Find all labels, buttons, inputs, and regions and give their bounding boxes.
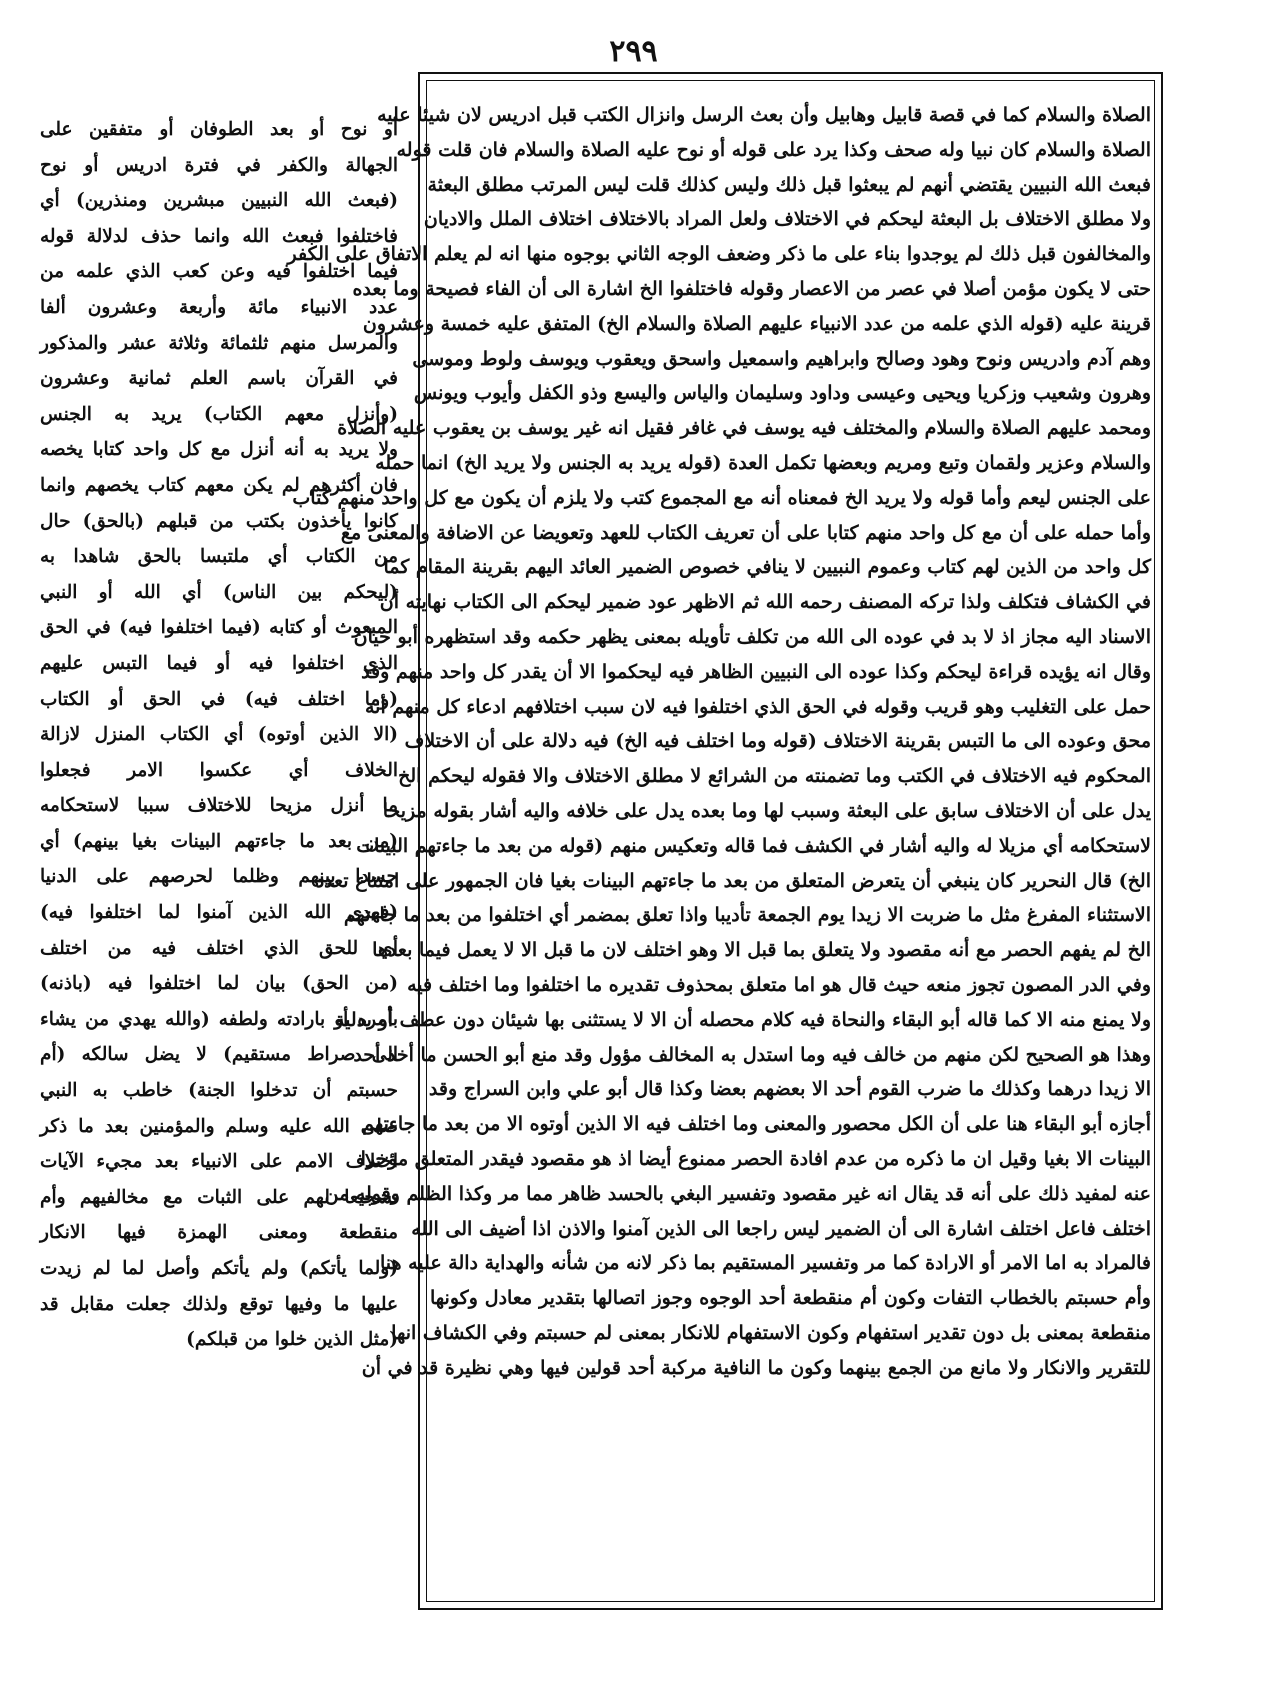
- main-text-line: وقال انه يؤيده قراءة ليحكم وكذا عوده الى النبيين الظاهر فيه ليحكموا الا أن يقدر كل واحد منهم وقد: [361, 660, 1151, 683]
- margin-text-line: منقطعة ومعنى الهمزة فيها الانكار: [40, 1222, 398, 1244]
- margin-text-line: فيما اختلفوا فيه وعن كعب الذي علمه من: [40, 261, 398, 283]
- margin-text-line: حسدا بينهم وظلما لحرصهم على الدنيا: [40, 866, 398, 888]
- page-number: ٢٩٩: [609, 34, 658, 69]
- main-text-line: كل واحد من الذين لهم كتاب وعموم النبيين لا ينافي خصوص الضمير العائد اليهم بقرينة المقام كما: [383, 556, 1151, 579]
- main-text-line: وهرون وشعيب وزكريا ويحيى وعيسى وداود وسليمان والياس واليسع وذو الكفل وأيوب ويونس: [413, 382, 1151, 405]
- margin-text-line: بأمره أو بارادته ولطفه (والله يهدي من يشاء: [40, 1008, 398, 1030]
- margin-text-line: (مثل الذين خلوا من قبلكم): [186, 1329, 398, 1351]
- margin-text-line: أي للحق الذي اختلف فيه من اختلف: [40, 937, 398, 959]
- main-text-line: وهم آدم وادريس ونوح وهود وصالح وابراهيم واسمعيل واسحق ويعقوب ويوسف ولوط وموسى: [412, 347, 1151, 370]
- main-text-line: الا زيدا درهما وكذلك ما ضرب القوم أحد الا بعضهم بعضا وكذا قال أبو علي وابن السراج وقد: [428, 1078, 1151, 1101]
- main-text-line: عنه لمفيد ذلك على أنه قد يقال انه غير مقصود وتفسير البغي بالحسد ظاهر مما مر وكذا الظلم وقوله من: [324, 1182, 1151, 1205]
- margin-text-line: فان أكثرهم لم يكن معهم كتاب يخصهم وانما: [40, 474, 398, 496]
- main-text-line: أجازه أبو البقاء هنا على أن الكل محصور والمعنى وما اختلف فيه الا الذين أوتوه الا من بعد ما جاءتهم: [362, 1113, 1151, 1136]
- margin-text-line: عدد الانبياء مائة وأربعة وعشرون ألفا: [40, 296, 398, 318]
- main-text-line: ولا يمنع منه الا كما قاله أبو البقاء والنحاة فيه كلام محصله أن الا لا يستثنى بها شيئان دون عطف أو بدلية: [335, 1008, 1151, 1031]
- margin-text-line: ما أنزل مزيحا للاختلاف سببا لاستحكامه: [40, 795, 398, 817]
- margin-text-line: (ولما يأتكم) ولم يأتكم وأصل لما لم زيدت: [40, 1258, 398, 1279]
- margin-text-line: ولا يريد به أنه أنزل مع كل واحد كتابا يخصه: [40, 439, 398, 461]
- main-text-line: فبعث الله النبيين يقتضي أنهم لم يبعثوا قبل ذلك وليس كذلك قلت ليس المرتب مطلق البعثة: [427, 173, 1151, 196]
- margin-text-line: (فبعث الله النبيين مبشرين ومنذرين) أي: [40, 190, 398, 212]
- margin-text-line: صلى الله عليه وسلم والمؤمنين بعد ما ذكر: [40, 1115, 398, 1137]
- main-text-line: الاستثناء المفرغ مثل ما ضربت الا زيدا يوم الجمعة تأديبا واذا تعلق بمضمر أي اختلفوا من بعد ما جاءتهم: [343, 904, 1151, 927]
- main-text-line: لاستحكامه أي مزيلا له واليه أشار في الكشف فما قاله وتعكيس منهم (قوله من بعد ما جاءتهم البينات: [356, 834, 1151, 857]
- main-text-line: ولا مطلق الاختلاف بل البعثة ليحكم في الاختلاف ولعل المراد بالاختلاف اختلاف الملل والاديان: [423, 208, 1151, 231]
- margin-text-line: حسبتم أن تدخلوا الجنة) خاطب به النبي: [40, 1080, 398, 1102]
- margin-text-line: (فهدى الله الذين آمنوا لما اختلفوا فيه): [40, 902, 398, 924]
- margin-text-line: (من الحق) بيان لما اختلفوا فيه (باذنه): [40, 973, 398, 995]
- main-text-line: حتى لا يكون مؤمن أصلا في عصر من الاعصار وقوله فاختلفوا الخ اشارة الى أن الفاء فصيحة وما بعده: [352, 277, 1151, 300]
- main-text-line: وأما حمله على أن مع كل واحد منهم كتابا على أن تعريف الكتاب للعهد وتعويضا عن الاضافة والمعنى مع: [340, 521, 1151, 544]
- main-text-line: والمخالفون قبل ذلك لم يوجدوا بناء على ما ذكر وضعف الوجه الثاني بوجوه منها انه لم يعلم الاتفاق على الكفر: [287, 243, 1151, 266]
- main-text-line: قرينة عليه (قوله الذي علمه من عدد الانبياء عليهم الصلاة والسلام الخ) المتفق عليه خمسة وعشرون: [362, 312, 1151, 335]
- margin-text-line: تشجيعا لهم على الثبات مع مخالفيهم وأم: [40, 1186, 398, 1208]
- main-text-line: الاسناد اليه مجاز اذ لا بد في عوده الى الله من تكلف تأويله بمعنى يظهر حكمه وقد استظهره أبو حيان: [353, 625, 1151, 648]
- main-text-line: وفي الدر المصون تجوز منعه حيث قال هو اما متعلق بمحذوف تقديره ما اختلفوا وما اختلف فيه: [407, 973, 1151, 996]
- margin-text-line: (من بعد ما جاءتهم البينات بغيا بينهم) أي: [40, 830, 398, 852]
- margin-text-line: أو نوح أو بعد الطوفان أو متفقين على: [40, 119, 398, 140]
- main-text-line: في الكشاف فتكلف ولذا تركه المصنف رحمه الله ثم الاظهر عود ضمير ليحكم الى الكتاب نهايته أن: [379, 591, 1151, 614]
- margin-text-line: عليها ما وفيها توقع ولذلك جعلت مقابل قد: [40, 1293, 398, 1315]
- margin-text-line: (ليحكم بين الناس) أي الله أو النبي: [40, 581, 398, 603]
- main-text-line: المحكوم فيه الاختلاف في الكتب وما تضمنته من الشرائع لا مطلق الاختلاف والا فقوله ليحكم الخ: [398, 765, 1151, 788]
- margin-text-line: المبعوث أو كتابه (فيما اختلفوا فيه) في الحق: [40, 617, 398, 639]
- main-text-line: الصلاة والسلام كان نبيا وله صحف وكذا يرد على قوله أو نوح عليه الصلاة والسلام فان قلت قوله: [396, 138, 1151, 161]
- margin-text-line: الجهالة والكفر في فترة ادريس أو نوح: [40, 154, 398, 176]
- margin-text-line: والمرسل منهم ثلثمائة وثلاثة عشر والمذكور: [40, 332, 398, 354]
- margin-text-line: في القرآن باسم العلم ثمانية وعشرون: [40, 368, 398, 390]
- margin-text-line: فاختلفوا فبعث الله وانما حذف لدلالة قوله: [40, 225, 398, 247]
- main-text-line: الصلاة والسلام كما في قصة قابيل وهابيل وأن بعث الرسل وانزال الكتب قبل ادريس لان شيئا عليه: [377, 104, 1151, 126]
- main-text-line: منقطعة بمعنى بل دون تقدير استفهام وكون الاستفهام للانكار بمعنى لم حسبتم وفي الكشاف انها: [391, 1321, 1151, 1344]
- main-text-line: يدل على أن الاختلاف سابق على البعثة وسبب لها وما بعده يدل على خلافه واليه أشار بقوله مزيحا: [382, 799, 1151, 822]
- margin-text-line: من الكتاب أي ملتبسا بالحق شاهدا به: [40, 546, 398, 568]
- main-text-line: الخ لم يفهم الحصر مع أنه مقصود ولا يتعلق بما قبل الا وهو اختلف لان ما قبل الا لا يعمل فيما بعدها: [372, 939, 1151, 962]
- main-text-line: والسلام وعزير ولقمان وتبع ومريم وبعضها تكمل العدة (قوله يريد به الجنس ولا يريد الخ) انما حمله: [375, 451, 1151, 474]
- margin-text-line: الخلاف أي عكسوا الامر فجعلوا: [40, 759, 398, 781]
- margin-text-line: اختلاف الامم على الانبياء بعد مجيء الآيات: [40, 1151, 398, 1173]
- margin-text-line: (الا الذين أوتوه) أي الكتاب المنزل لازالة: [40, 724, 398, 746]
- main-text-line: محق وعوده الى ما التبس بقرينة الاختلاف (قوله وما اختلف فيه الخ) فيه دلالة على أن الاختلاف: [404, 730, 1151, 753]
- main-text-line: البينات الا بغيا وقيل ان ما ذكره من عدم افادة الحصر ممنوع أيضا اذ هو مقصود فيقدر المتعلق مؤخرا: [360, 1147, 1151, 1170]
- main-text-line: فالمراد به اما الامر أو الارادة كما مر وتفسير المستقيم بما ذكر لانه من شأنه والهداية دالة عليه هنا: [379, 1252, 1151, 1275]
- margin-text-line: (وأنزل معهم الكتاب) يريد به الجنس: [40, 403, 398, 425]
- margin-text-line: (وما اختلف فيه) في الحق أو الكتاب: [40, 688, 398, 710]
- margin-commentary-text: [40, 112, 398, 1358]
- main-text-line: ومحمد عليهم الصلاة والسلام والمختلف فيه يوسف في غافر فقيل انه غير يوسف بن يعقوب عليه الصلاة: [337, 417, 1151, 440]
- margin-text-line: الى صراط مستقيم) لا يضل سالكه (أم: [40, 1044, 398, 1066]
- margin-text-line: الذي اختلفوا فيه أو فيما التبس عليهم: [40, 652, 398, 674]
- main-text-line: الخ) قال النحرير كان ينبغي أن يتعرض المتعلق من بعد ما جاءتهم البينات بغيا فان الجمهور على امتناع تعدد: [315, 869, 1151, 892]
- main-text-line: على الجنس ليعم وأما قوله ولا يريد الخ فمعناه أنه مع المجموع كتب ولا يلزم أن يكون مع كل واحد منهم كتاب: [292, 486, 1151, 509]
- main-text-line: اختلف فاعل اختلف اشارة الى أن الضمير ليس راجعا الى الذين آمنوا والاذن اذا أضيف الى الله: [411, 1217, 1151, 1240]
- main-text-line: وهذا هو الصحيح لكن منهم من خالف فيه وما استدل به المخالف مؤول وقد منع أبو الحسن ما أخذ أحد: [353, 1043, 1151, 1066]
- main-text-line: حمل على التغليب وهو قريب وقوله في الحق الذي اختلفوا فيه لان سبب اختلافهم ادعاء كل منهم أنه: [365, 695, 1151, 718]
- main-text-line: وأم حسبتم بالخطاب التفات وكون أم منقطعة أحد الوجوه وجوز اتصالها بتقدير معادل وكونها: [430, 1287, 1151, 1310]
- main-text-line: للتقرير والانكار ولا مانع من الجمع بينهما وكون ما النافية مركبة أحد قولين فيها وهي نظيرة قد في أن: [361, 1356, 1151, 1379]
- margin-text-line: كانوا يأخذون بكتب من قبلهم (بالحق) حال: [40, 510, 398, 532]
